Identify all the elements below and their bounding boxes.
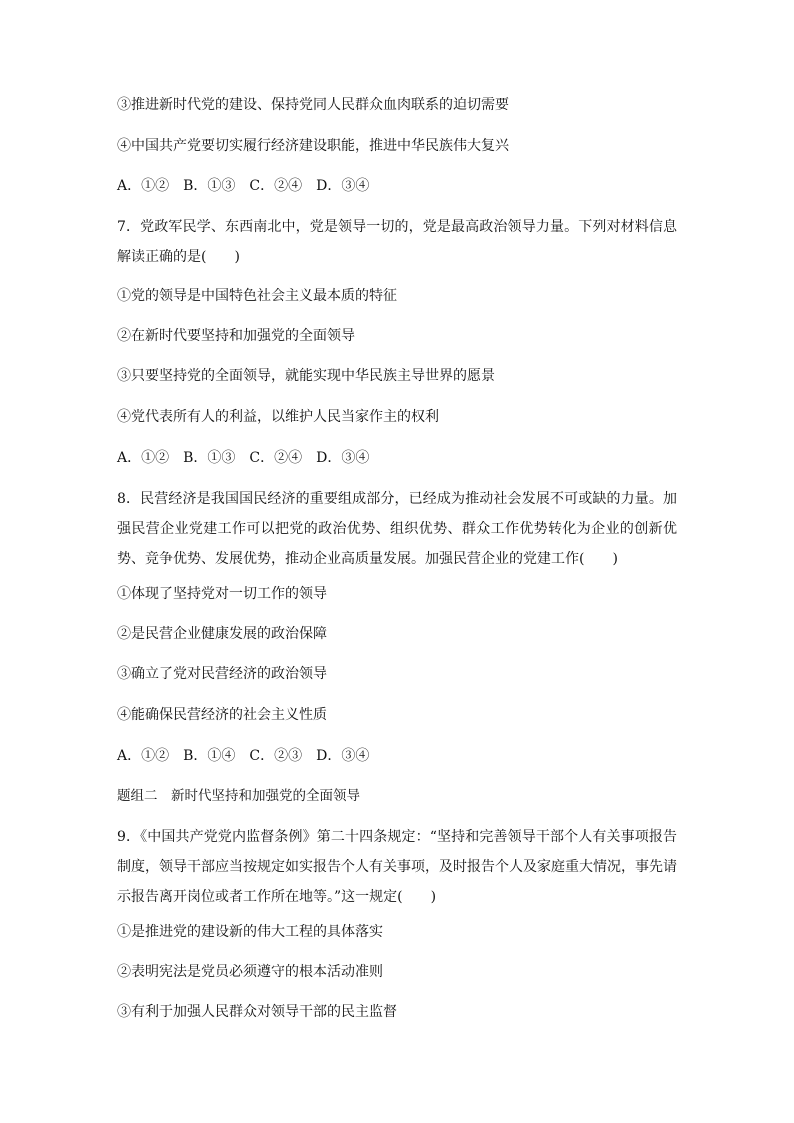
q9-option-3: ③有利于加强人民群众对领导干部的民主监督 <box>117 1004 397 1020</box>
q8-option-3: ③确立了党对民营经济的政治领导 <box>117 666 327 682</box>
q7-option-4: ④党代表所有人的利益，以维护人民当家作主的权利 <box>117 409 439 425</box>
q6-option-3: ③推进新时代党的建设、保持党同人民群众血肉联系的迫切需要 <box>117 97 509 113</box>
q8-option-2: ②是民营企业健康发展的政治保障 <box>117 626 327 642</box>
q9-stem: 9．《中国共产党党内监督条例》第二十四条规定：“坚持和完善领导干部个人有关事项报告制度，领导干部应当按规定如实报告个人有关事项，及时报告个人及家庭重大情况，事先请示报告离开岗位或者工作所在地等。”这一规定( ) <box>117 829 677 905</box>
q8-option-4: ④能确保民营经济的社会主义性质 <box>117 707 327 723</box>
q9-option-2: ②表明宪法是党员必须遵守的根本活动准则 <box>117 964 383 980</box>
q8-answer-choices: A．①② B．①④ C．②③ D．③④ <box>117 748 370 764</box>
q6-option-4: ④中国共产党要切实履行经济建设职能，推进中华民族伟大复兴 <box>117 138 509 154</box>
q8-option-1: ①体现了坚持党对一切工作的领导 <box>117 586 327 602</box>
q7-stem: 7．党政军民学、东西南北中，党是领导一切的，党是最高政治领导力量。下列对材料信息解读正确的是( ) <box>117 219 677 265</box>
q7-option-1: ①党的领导是中国特色社会主义最本质的特征 <box>117 288 397 304</box>
q7-option-3: ③只要坚持党的全面领导，就能实现中华民族主导世界的愿景 <box>117 368 495 384</box>
q9-option-1: ①是推进党的建设新的伟大工程的具体落实 <box>117 924 383 940</box>
q6-answer-choices: A．①② B．①③ C．②④ D．③④ <box>117 178 370 194</box>
q7-option-2: ②在新时代要坚持和加强党的全面领导 <box>117 328 355 344</box>
section-heading: 题组二 新时代坚持和加强党的全面领导 <box>117 788 360 804</box>
q7-answer-choices: A．①② B．①③ C．②④ D．③④ <box>117 450 370 466</box>
q8-stem: 8．民营经济是我国国民经济的重要组成部分，已经成为推动社会发展不可或缺的力量。加强民营企业党建工作可以把党的政治优势、组织优势、群众工作优势转化为企业的创新优势、竞争优势、发展优势，推动企业高质量发展。加强民营企业的党建工作( ) <box>117 491 677 567</box>
